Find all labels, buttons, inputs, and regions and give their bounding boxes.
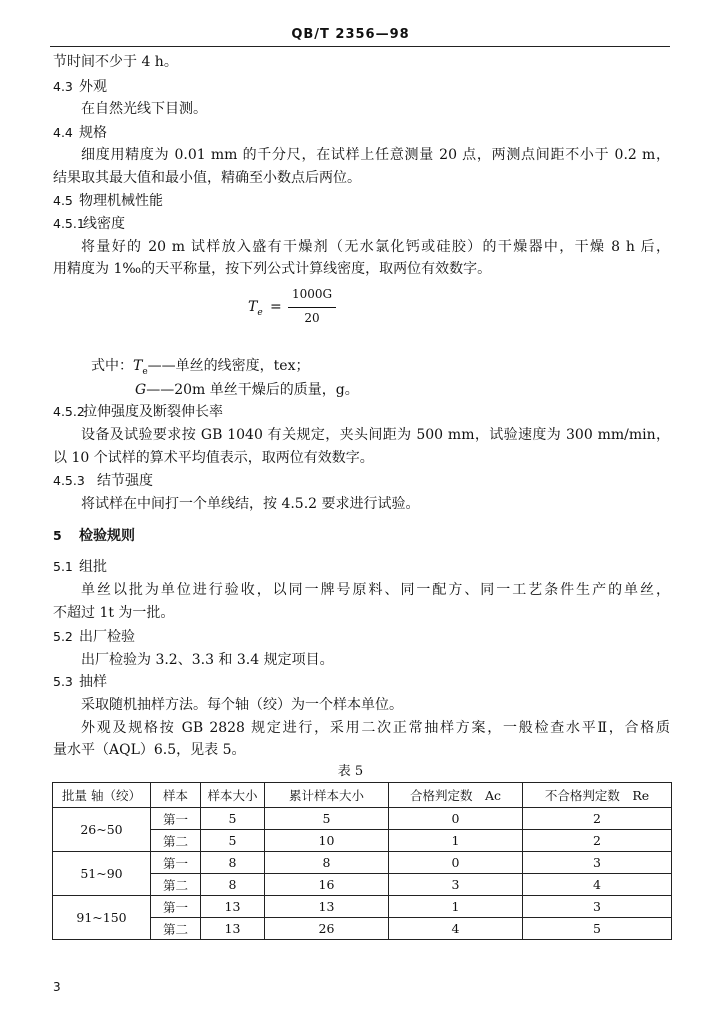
batch-size-cell: 91~150 [53,896,151,940]
table-cell: 3 [389,874,523,896]
batch-size-cell: 51~90 [53,852,151,896]
table-cell: 第二 [151,830,201,852]
section-title: 出厂检验 [79,629,135,645]
section-title: 外观 [79,79,107,95]
section-number: 4.4 [53,125,73,140]
section-title: 拉伸强度及断裂伸长率 [83,404,223,420]
table-cell: 5 [201,808,265,830]
paragraph-line: 将量好的 20 m 试样放入盛有干燥剂（无水氯化钙或硅胶）的干燥器中，干燥 8 h 后， [81,239,670,255]
paragraph-line: 不超过 1t 为一批。 [53,605,175,621]
table-cell: 3 [523,896,672,918]
section-number: 4.5.3 [53,473,85,488]
formula-equals: = [270,299,282,315]
table-cell: 第二 [151,918,201,940]
table-cell: 26 [265,918,389,940]
formula-denominator: 20 [304,311,320,325]
section-title: 线密度 [83,216,125,232]
section-number: 4.5.1 [53,216,85,231]
table-cell: 第一 [151,852,201,874]
paragraph-line: 以 10 个试样的算术平均值表示，取两位有效数字。 [53,450,374,466]
section-4-5-2-heading [53,402,223,422]
section-4-4-heading [53,123,107,143]
table-header-row [53,783,672,808]
column-header: 合格判定数 Ac [389,783,523,808]
column-header: 不合格判定数 Re [523,783,672,808]
table-caption: 表 5 [337,764,364,779]
table-row [53,808,672,830]
table-cell: 第二 [151,874,201,896]
table-cell: 5 [523,918,672,940]
paragraph-line: 结果取其最大值和最小值，精确至小数点后两位。 [53,170,361,186]
table-cell: 1 [389,896,523,918]
paragraph-line: 用精度为 1‰的天平称量，按下列公式计算线密度，取两位有效数字。 [53,261,492,277]
formula-where-line: G——20m 单丝干燥后的质量，g。 [135,382,359,398]
section-number: 4.5 [53,193,73,208]
table-cell: 0 [389,852,523,874]
paragraph-line: 设备及试验要求按 GB 1040 有关规定，夹头间距为 500 mm，试验速度为 300 mm/min， [81,427,670,443]
paragraph-line: 采取随机抽样方法。每个轴（绞）为一个样本单位。 [81,697,403,713]
table-cell: 10 [265,830,389,852]
section-5-1-heading [53,557,107,577]
paragraph-line: 单丝以批为单位进行验收，以同一牌号原料、同一配方、同一工艺条件生产的单丝， [81,582,670,598]
section-number: 5.3 [53,674,73,689]
table-cell: 8 [265,852,389,874]
paragraph-line: 细度用精度为 0.01 mm 的千分尺，在试样上任意测量 20 点，两测点间距不小于 0.2 m， [81,147,670,163]
formula-numerator: 1000G [291,287,333,301]
section-number: 4.5.2 [53,404,85,419]
table-cell: 5 [265,808,389,830]
section-number: 5 [53,528,62,543]
batch-size-cell: 26~50 [53,808,151,852]
section-5-heading [53,526,135,546]
table-cell: 13 [201,918,265,940]
column-header: 批量 轴（绞） [53,783,151,808]
formula-lhs: $T_e$ [248,299,263,318]
section-4-5-heading [53,191,163,211]
section-title: 抽样 [79,674,107,690]
section-title: 检验规则 [79,528,135,544]
section-title: 组批 [79,559,107,575]
section-number: 4.3 [53,79,73,94]
table-cell: 0 [389,808,523,830]
column-header: 样本 [151,783,201,808]
table-cell: 第一 [151,808,201,830]
table-cell: 1 [389,830,523,852]
table-cell: 第一 [151,896,201,918]
table-cell: 8 [201,874,265,896]
table-row [53,896,672,918]
section-5-2-heading [53,627,135,647]
table-cell: 5 [201,830,265,852]
table-cell: 3 [523,852,672,874]
section-number: 5.2 [53,629,73,644]
section-5-3-heading [53,672,107,692]
sampling-plan-table [52,782,672,940]
paragraph-line: 节时间不少于 4 h。 [53,54,178,70]
column-header: 累计样本大小 [265,783,389,808]
formula-where-line: 式中：$T_e——$单丝的线密度，tex； [91,358,310,377]
section-4-5-1-heading [53,214,125,234]
table-cell: 13 [201,896,265,918]
table-cell: 2 [523,830,672,852]
table-cell: 2 [523,808,672,830]
table-cell: 13 [265,896,389,918]
section-title: 规格 [79,125,107,141]
section-4-5-3-heading [53,471,153,491]
table-cell: 4 [523,874,672,896]
paragraph-line: 外观及规格按 GB 2828 规定进行，采用二次正常抽样方案，一般检查水平Ⅱ，合格质 [81,720,670,736]
section-4-3-heading [53,77,107,97]
paragraph-line: 将试样在中间打一个单线结，按 4.5.2 要求进行试验。 [81,496,420,512]
standard-header: QB/T 2356—98 [291,27,410,42]
table-cell: 8 [201,852,265,874]
header-rule [50,46,670,47]
fraction-bar [288,307,336,308]
section-number: 5.1 [53,559,73,574]
table-cell: 4 [389,918,523,940]
paragraph-line: 出厂检验为 3.2、3.3 和 3.4 规定项目。 [81,652,334,668]
page-number: 3 [53,980,61,994]
section-title: 结节强度 [97,473,153,489]
table-cell: 16 [265,874,389,896]
column-header: 样本大小 [201,783,265,808]
linear-density-formula [248,287,338,331]
table-row [53,852,672,874]
paragraph-line: 在自然光线下目测。 [81,101,207,117]
section-title: 物理机械性能 [79,193,163,209]
paragraph-line: 量水平（AQL）6.5，见表 5。 [53,742,246,758]
